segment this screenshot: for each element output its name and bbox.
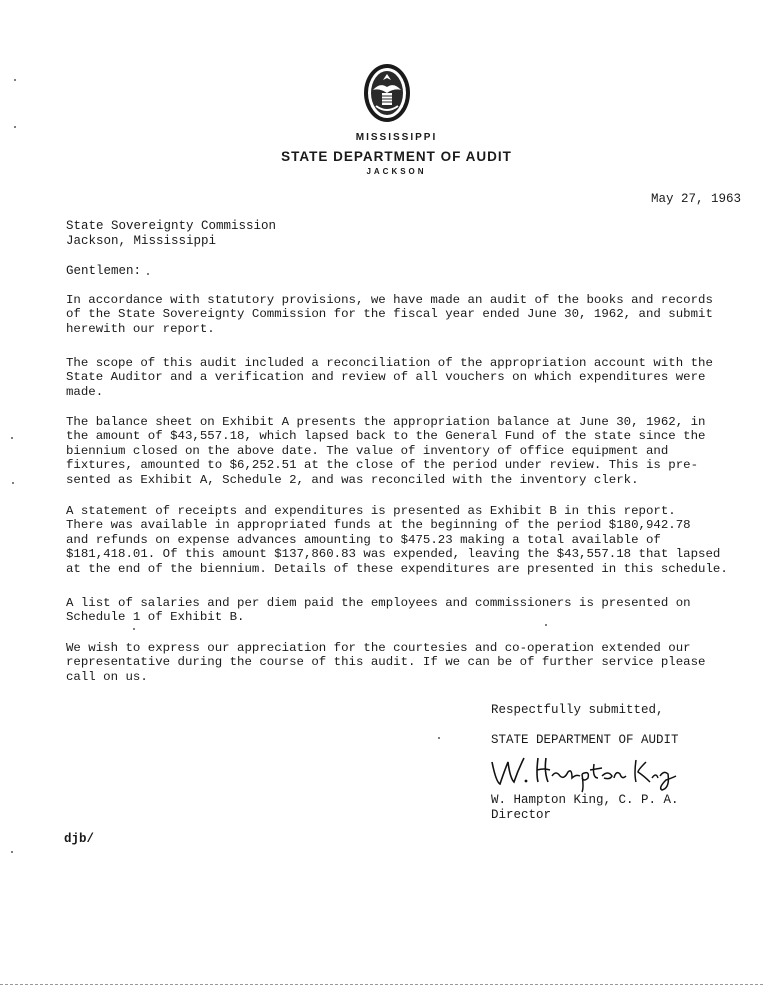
valediction: Respectfully submitted, [491, 703, 664, 717]
paragraph-receipts-expenditures: A statement of receipts and expenditures is presented as Exhibit B in this report. There was available in appropriated funds at the beginning of the period $180,942.78 and refunds on expense advances amounting to $475.23 making a total available of $181,418.01. Of this amount $137,860.83 was expended, leaving the $43,557.18 that lapsed at the end of the biennium. Details of these expenditures are presented in this schedule. [66, 504, 728, 576]
paragraph-appreciation: We wish to express our appreciation for the courtesies and co-operation extended our representative during the course of this audit. If we can be of further service please call on us. [66, 641, 706, 684]
signer-title: Director [491, 808, 552, 822]
recipient-address [66, 219, 276, 249]
scan-speck [14, 79, 16, 81]
letterhead-state: MISSISSIPPI [355, 132, 438, 143]
scan-speck [11, 851, 13, 853]
paragraph-statutory-audit: In accordance with statutory provisions, we have made an audit of the books and records of the State Sovereignty Commission for the fiscal year ended June 30, 1962, and submit herewith our report. [66, 293, 713, 336]
paragraph-balance-sheet: The balance sheet on Exhibit A presents the appropriation balance at June 30, 1962, in the amount of $43,557.18, which lapsed back to the General Fund of the state since the biennium closed on the above date. The value of inventory of office equipment and fixtures, amounted to $6,252.51 at the close of the period under review. This is pre- sented as Exhibit A, Schedule 2, and was reconciled with the inventory clerk. [66, 415, 706, 487]
handwritten-signature [486, 748, 686, 794]
letter-date: May 27, 1963 [650, 192, 741, 206]
scan-speck [11, 437, 13, 439]
signer-name: W. Hampton King, C. P. A. [491, 793, 679, 807]
scan-speck [147, 273, 149, 275]
paragraph-salaries: A list of salaries and per diem paid the employees and commissioners is presented on Schedule 1 of Exhibit B. [66, 596, 691, 625]
letterhead-city: JACKSON [366, 167, 427, 176]
paragraph-audit-scope: The scope of this audit included a reconciliation of the appropriation account with the State Auditor and a verification and review of all vouchers on which expenditures were made. [66, 356, 713, 399]
recipient-line-1: State Sovereignty Commission [66, 219, 277, 233]
scan-speck [14, 126, 16, 128]
scan-speck [545, 624, 547, 626]
recipient-line-2: Jackson, Mississippi [66, 234, 217, 248]
scan-speck [438, 737, 440, 739]
scan-speck [12, 482, 14, 484]
scan-speck [133, 628, 135, 630]
closing-organization: STATE DEPARTMENT OF AUDIT [491, 733, 679, 747]
scan-edge-line [0, 984, 763, 986]
letterhead-department: STATE DEPARTMENT OF AUDIT [281, 149, 512, 164]
typist-initials: djb/ [64, 832, 95, 846]
salutation: Gentlemen: [66, 264, 142, 278]
state-seal-icon [362, 60, 412, 124]
